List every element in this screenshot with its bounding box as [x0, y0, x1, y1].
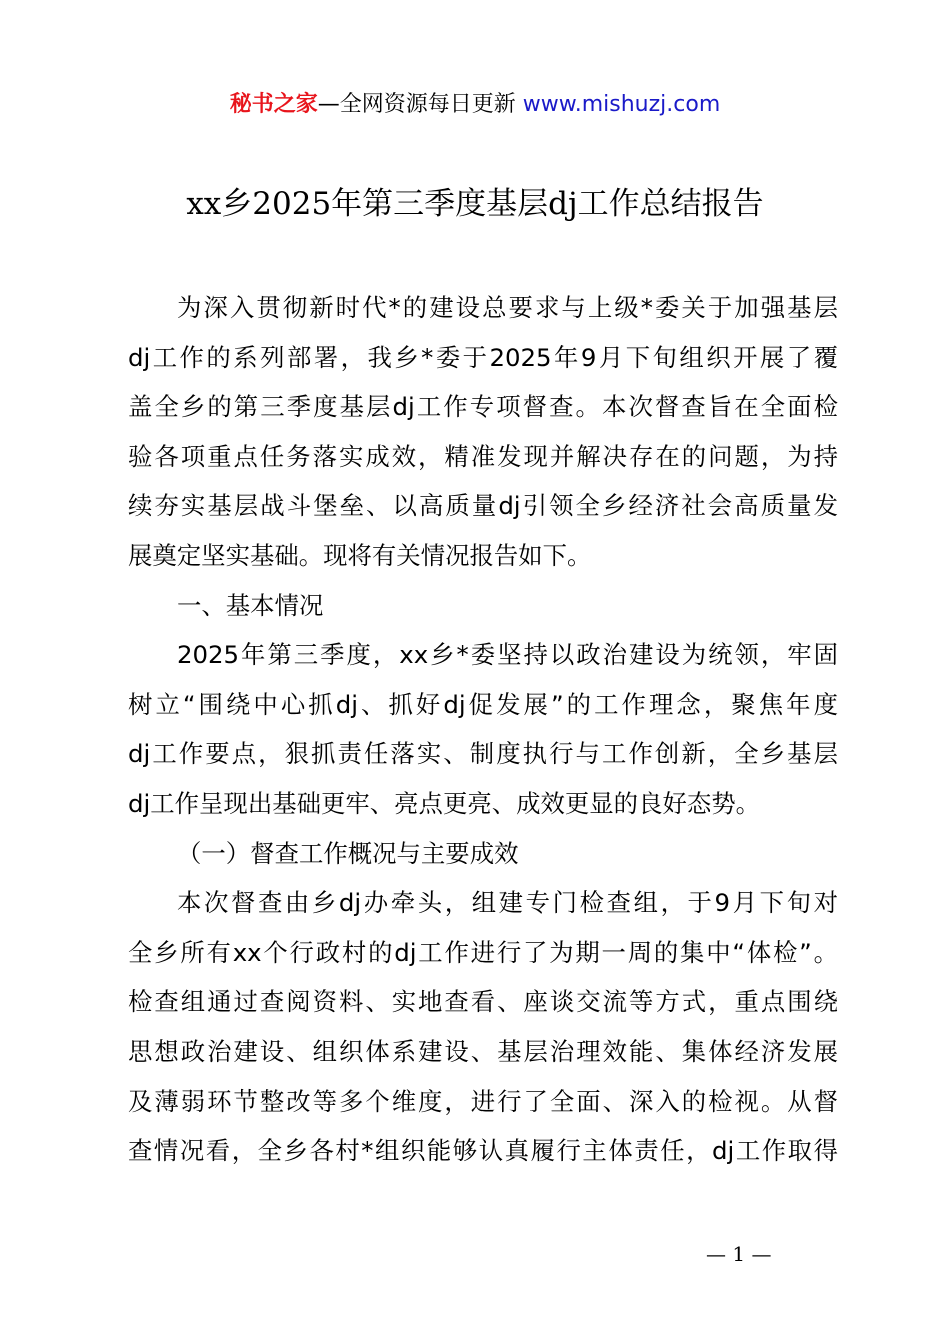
text-line: 及薄弱环节整改等多个维度，进行了全面、深入的检视。从督: [128, 1086, 838, 1116]
text-line: 展奠定坚实基础。现将有关情况报告如下。: [128, 540, 592, 570]
site-url-link[interactable]: www.mishuzj.com: [522, 92, 721, 117]
brand-name: 秘书之家: [229, 92, 318, 117]
text-line: 本次督查由乡dj办牵头，组建专门检查组，于9月下旬对: [177, 888, 838, 918]
text-line: dj工作要点，狠抓责任落实、制度执行与工作创新，全乡基层: [128, 739, 838, 769]
text-line: 为深入贯彻新时代*的建设总要求与上级*委关于加强基层: [177, 293, 838, 322]
section-heading: 一、基本情况: [177, 590, 324, 620]
page-number: — 1 —: [706, 1242, 772, 1266]
document-title: xx乡2025年第三季度基层dj工作总结报告: [186, 186, 764, 222]
text-line: 检查组通过查阅资料、实地查看、座谈交流等方式，重点围绕: [128, 987, 838, 1017]
text-line: 续夯实基层战斗堡垒、以高质量dj引领全乡经济社会高质量发: [128, 491, 838, 521]
text-line: 验各项重点任务落实成效，精准发现并解决存在的问题，为持: [128, 441, 838, 471]
site-header: [0, 90, 950, 120]
text-line: 全乡所有xx个行政村的dj工作进行了为期一周的集中“体检”。: [128, 937, 838, 967]
text-line: 思想政治建设、组织体系建设、基层治理效能、集体经济发展: [128, 1036, 838, 1066]
text-line: 树立“围绕中心抓dj、抓好dj促发展”的工作理念，聚焦年度: [128, 689, 838, 719]
subsection-heading: （一）督查工作概况与主要成效: [177, 838, 519, 868]
text-line: dj工作呈现出基础更牢、亮点更亮、成效更显的良好态势。: [128, 788, 761, 818]
text-line: dj工作的系列部署，我乡*委于2025年9月下旬组织开展了覆: [128, 342, 838, 372]
text-line: 盖全乡的第三季度基层dj工作专项督查。本次督查旨在全面检: [128, 392, 838, 422]
text-line: 2025年第三季度，xx乡*委坚持以政治建设为统领，牢固: [177, 640, 838, 670]
header-tagline: —全网资源每日更新: [317, 92, 523, 117]
text-line: 查情况看，全乡各村*组织能够认真履行主体责任，dj工作取得: [128, 1136, 838, 1166]
document-body: [128, 283, 838, 1176]
